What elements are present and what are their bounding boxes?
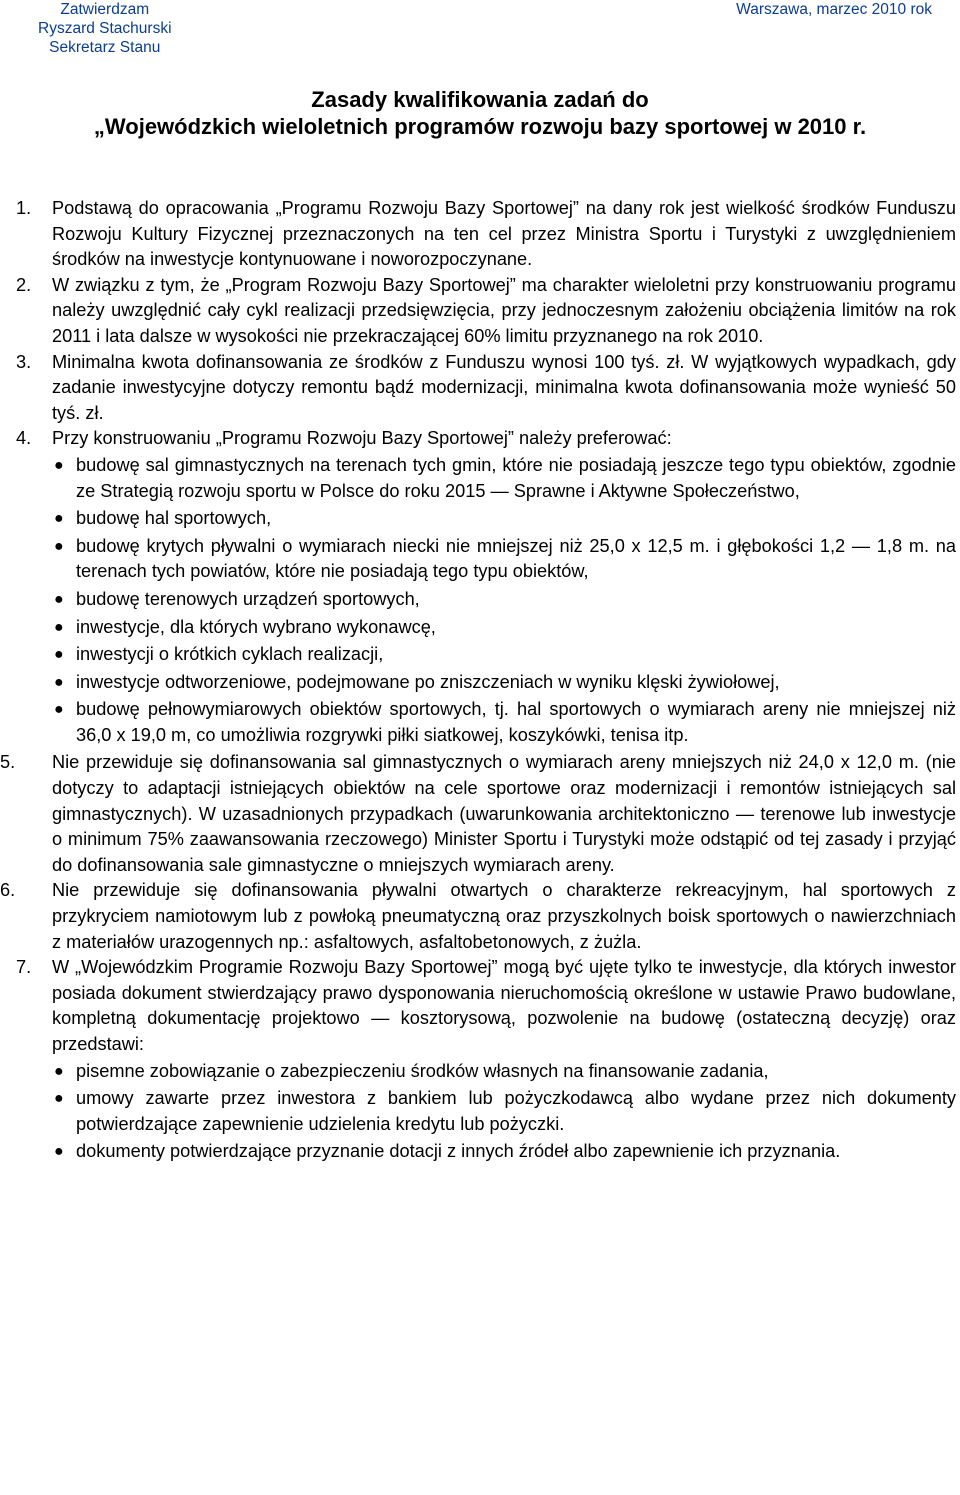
bullet-text: inwestycje odtworzeniowe, podejmowane po zniszczeniach w wyniku klęski żywiołowej,: [76, 671, 780, 692]
bullet-icon: ●: [54, 1090, 64, 1108]
bullet-item: [52, 587, 956, 613]
bullet-icon: ●: [54, 1062, 64, 1080]
bullet-list: [52, 453, 956, 749]
item-text: Nie przewiduje się dofinansowania sal gimnastycznych o wymiarach areny mniejszych niż 24,0 x 12,0 m. (nie dotyczy to adaptacji istniejących obiektów na cele sportowe oraz modernizacji i remontów istniejących sal gimnastycznych). W uzasadnionych przypadkach (uwarunkowania architektoniczno — terenowe lub inwestycje o minimum 75% zaawansowania rzeczowego) Minister Sportu i Turystyki może odstąpić od tej zasady i przyjąć do dofinansowania sale gimnastyczne o mniejszych wymiarach areny.: [52, 752, 956, 875]
item-number: 4.: [16, 428, 32, 449]
bullet-text: budowę terenowych urządzeń sportowych,: [76, 588, 420, 609]
bullet-list: [52, 1059, 956, 1165]
item-text: W związku z tym, że „Program Rozwoju Bazy Sportowej” ma charakter wieloletni przy konstruowaniu programu należy uwzględnić cały cykl realizacji przedsięwzięcia, przy jednoczesnym założeniu obciążenia limitów na rok 2011 i lata dalsze w wysokości nie przekraczającej 60% limitu przyznanego na rok 2010.: [52, 274, 956, 346]
bullet-icon: ●: [54, 590, 64, 608]
bullet-icon: ●: [54, 510, 64, 528]
item-number: 7.: [16, 957, 32, 978]
approval-block: [38, 0, 172, 57]
bullet-icon: ●: [54, 1143, 64, 1161]
item-text: Przy konstruowaniu „Programu Rozwoju Bazy Sportowej” należy preferować:: [52, 428, 672, 449]
item-text: Podstawą do opracowania „Programu Rozwoju Bazy Sportowej” na dany rok jest wielkość środków Funduszu Rozwoju Kultury Fizycznej przeznaczonych na ten cel przez Ministra Sportu i Turystyki z uwzględnieniem środków na inwestycje kontynuowane i noworozpoczynane.: [52, 198, 956, 270]
bullet-text: dokumenty potwierdzające przyznanie dotacji z innych źródeł albo zapewnienie ich przyznania.: [76, 1141, 841, 1162]
bullet-item: [52, 1139, 956, 1165]
approval-line: Ryszard Stachurski: [38, 20, 172, 37]
item-text: Nie przewiduje się dofinansowania pływalni otwartych o charakterze rekreacyjnym, hal sportowych z przykryciem namiotowym lub z powłoką pneumatyczną oraz przyszkolnych boisk sportowych o nawierzchniach z materiałów urazogennych np.: asfaltowych, asfaltobetonowych, z żużla.: [52, 880, 956, 952]
bullet-item: [52, 615, 956, 641]
list-item: [0, 426, 960, 748]
bullet-text: budowę krytych pływalni o wymiarach niecki nie mniejszej niż 25,0 x 12,5 m. i głębokości 1,2 — 1,8 m. na terenach tych powiatów, które nie posiadają tego typu obiektów,: [76, 535, 956, 582]
item-number: 1.: [16, 198, 32, 218]
list-item: [0, 750, 960, 878]
bullet-item: [52, 534, 956, 585]
bullet-text: budowę pełnowymiarowych obiektów sportowych, tj. hal sportowych o wymiarach areny nie mniejszej niż 36,0 x 19,0 m, co umożliwia rozgrywki piłki siatkowej, koszykówki, tenisa itp.: [76, 699, 956, 745]
item-text: W „Wojewódzkim Programie Rozwoju Bazy Sportowej” mogą być ujęte tylko te inwestycje, dla których inwestor posiada dokument stwierdzający prawo dysponowania nieruchomością określone w ustawie Prawo budowlane, kompletną dokumentację projektowo — kosztorysową, pozwolenie na budowę (ostateczną decyzję) oraz przedstawi:: [52, 957, 956, 1054]
bullet-item: [52, 506, 956, 532]
document-title: [0, 86, 960, 140]
item-number: 3.: [16, 351, 32, 372]
bullet-icon: ●: [54, 701, 64, 719]
title-line: „Wojewódzkich wieloletnich programów rozwoju bazy sportowej w 2010 r.: [93, 114, 867, 139]
list-item: [0, 350, 960, 427]
item-text: Minimalna kwota dofinansowania ze środków z Funduszu wynosi 100 tyś. zł. W wyjątkowych wypadkach, gdy zadanie inwestycyjne dotyczy remontu bądź modernizacji, minimalna kwota dofinansowania może wynieść 50 tyś. zł.: [52, 351, 956, 423]
bullet-item: [52, 670, 956, 696]
item-number: 5.: [0, 752, 16, 773]
item-number: 6.: [0, 880, 16, 901]
bullet-item: [52, 1059, 956, 1085]
title-line: Zasady kwalifikowania zadań do: [311, 87, 649, 112]
bullet-item: [52, 697, 956, 748]
bullet-item: [52, 453, 956, 504]
bullet-text: pisemne zobowiązanie o zabezpieczeniu środków własnych na finansowanie zadania,: [76, 1060, 769, 1081]
bullet-item: [52, 642, 956, 668]
bullet-icon: ●: [54, 456, 64, 474]
list-item: [0, 196, 960, 273]
list-item: [0, 955, 960, 1165]
bullet-text: budowę hal sportowych,: [76, 508, 272, 529]
bullet-icon: ●: [54, 537, 64, 555]
bullet-text: umowy zawarte przez inwestora z bankiem lub pożyczkodawcą albo wydane przez nich dokumenty potwierdzające zapewnienie udzielenia kredytu lub pożyczki.: [76, 1088, 956, 1134]
approval-line: Zatwierdzam: [60, 1, 150, 18]
item-number: 2.: [16, 274, 32, 295]
list-item: [0, 273, 960, 350]
bullet-text: budowę sal gimnastycznych na terenach tych gmin, które nie posiadają jeszcze tego typu obiektów, zgodnie ze Strategią rozwoju sportu w Polsce do roku 2015 — Sprawne i Aktywne Społeczeństwo,: [76, 454, 956, 501]
bullet-item: [52, 1086, 956, 1137]
numbered-list: [0, 196, 960, 1167]
bullet-text: inwestycji o krótkich cyklach realizacji,: [76, 644, 384, 665]
list-item: [0, 878, 960, 955]
bullet-icon: ●: [54, 646, 64, 664]
document-header: [0, 0, 960, 60]
place-and-date: Warszawa, marzec 2010 rok: [736, 1, 932, 18]
approval-line: Sekretarz Stanu: [49, 39, 161, 56]
bullet-icon: ●: [54, 618, 64, 636]
bullet-text: inwestycje, dla których wybrano wykonawcę,: [76, 616, 436, 637]
bullet-icon: ●: [54, 673, 64, 691]
